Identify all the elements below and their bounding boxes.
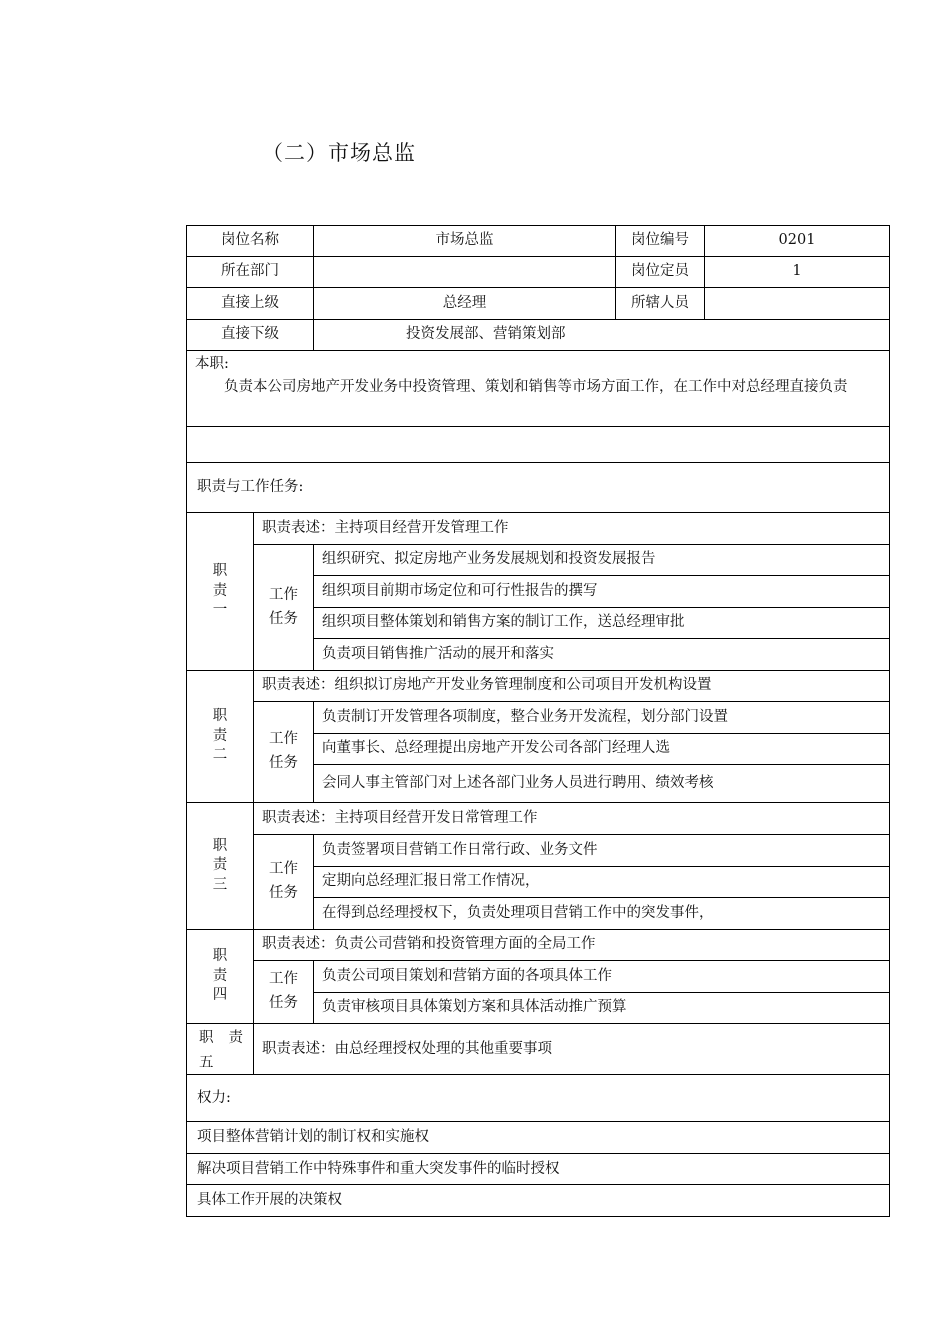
duty-2-desc-row <box>187 671 890 702</box>
subordinate-value <box>314 320 890 351</box>
post-no-value: 0201 <box>705 226 890 257</box>
superior-label: 直接上级 <box>187 288 314 320</box>
duty-4-task-label: 工作 任务 <box>254 961 314 1024</box>
duty-1-desc-row <box>187 513 890 545</box>
page-title: （二）市场总监 <box>262 141 416 165</box>
managed-value <box>705 288 890 320</box>
duty-2-task-1: 负责制订开发管理各项制度，整合业务开发流程，划分部门设置 <box>314 702 890 734</box>
post-name-label: 岗位名称 <box>187 226 314 257</box>
power-3: 具体工作开展的决策权 <box>187 1185 890 1217</box>
subordinate-label: 直接下级 <box>187 320 314 351</box>
tasks-heading: 职责与工作任务: <box>187 463 890 513</box>
duty-cell <box>187 351 890 427</box>
duty-2-name: 职 责 二 <box>187 671 254 803</box>
duty-1-task-3: 组织项目整体策划和销售方案的制订工作，送总经理审批 <box>314 608 890 639</box>
duty-label: 本职: <box>195 356 229 372</box>
powers-heading: 权力: <box>187 1075 890 1122</box>
duty-3-task-2: 定期向总经理汇报日常工作情况， <box>314 867 890 898</box>
quota-label: 岗位定员 <box>616 257 705 288</box>
dept-label: 所在部门 <box>187 257 314 288</box>
duty-4-task-2: 负责审核项目具体策划方案和具体活动推广预算 <box>314 993 890 1024</box>
duty-1-task-4: 负责项目销售推广活动的展开和落实 <box>314 639 890 671</box>
duty-1-task-1: 组织研究、拟定房地产业务发展规划和投资发展报告 <box>314 545 890 576</box>
list-item <box>187 1122 890 1154</box>
duty-3-task-1: 负责签署项目营销工作日常行政、业务文件 <box>314 835 890 867</box>
powers-heading-row <box>187 1075 890 1122</box>
duty-1-desc: 职责表述：主持项目经营开发管理工作 <box>254 513 890 545</box>
duty-1-task-2: 组织项目前期市场定位和可行性报告的撰写 <box>314 576 890 608</box>
info-row-4 <box>187 320 890 351</box>
post-no-label: 岗位编号 <box>616 226 705 257</box>
power-2: 解决项目营销工作中特殊事件和重大突发事件的临时授权 <box>187 1154 890 1185</box>
duty-3-desc-row <box>187 803 890 835</box>
info-row-2 <box>187 257 890 288</box>
info-row-3 <box>187 288 890 320</box>
quota-value: 1 <box>705 257 890 288</box>
duty-2-task-2: 向董事长、总经理提出房地产开发公司各部门经理人选 <box>314 734 890 765</box>
duty-3-name: 职 责 三 <box>187 803 254 930</box>
blank-cell <box>187 427 890 463</box>
duty-3-desc: 职责表述：主持项目经营开发日常管理工作 <box>254 803 890 835</box>
tasks-heading-row <box>187 463 890 513</box>
duty-2-task-3: 会同人事主管部门对上述各部门业务人员进行聘用、绩效考核 <box>314 765 890 803</box>
managed-label: 所辖人员 <box>616 288 705 320</box>
duty-2-task-label: 工作 任务 <box>254 702 314 803</box>
dept-value <box>314 257 616 288</box>
info-row-1 <box>187 226 890 257</box>
duty-5-name: 职 责 五 <box>187 1024 254 1075</box>
duty-1-task-label: 工作 任务 <box>254 545 314 671</box>
duty-3-task-3: 在得到总经理授权下，负责处理项目营销工作中的突发事件， <box>314 898 890 930</box>
list-item <box>187 1185 890 1217</box>
post-name-value: 市场总监 <box>314 226 616 257</box>
blank-row <box>187 427 890 463</box>
duty-text: 负责本公司房地产开发业务中投资管理、策划和销售等市场方面工作，在工作中对总经理直接负责 <box>224 379 848 396</box>
table-row <box>187 835 890 867</box>
superior-value: 总经理 <box>314 288 616 320</box>
duty-4-desc-row <box>187 930 890 961</box>
power-1: 项目整体营销计划的制订权和实施权 <box>187 1122 890 1154</box>
table-row <box>187 961 890 993</box>
duty-4-name: 职 责 四 <box>187 930 254 1024</box>
duty-4-desc: 职责表述：负责公司营销和投资管理方面的全局工作 <box>254 930 890 961</box>
duty-4-task-1: 负责公司项目策划和营销方面的各项具体工作 <box>314 961 890 993</box>
job-description-table <box>186 225 890 1217</box>
duty-1-name: 职 责 一 <box>187 513 254 671</box>
table-row <box>187 545 890 576</box>
duty-5-desc: 职责表述：由总经理授权处理的其他重要事项 <box>254 1024 890 1075</box>
duty-row <box>187 351 890 427</box>
duty-2-desc: 职责表述：组织拟订房地产开发业务管理制度和公司项目开发机构设置 <box>254 671 890 702</box>
table-row <box>187 702 890 734</box>
duty-3-task-label: 工作 任务 <box>254 835 314 930</box>
subordinate-value-text: 投资发展部、营销策划部 <box>406 326 566 343</box>
duty-5-row <box>187 1024 890 1075</box>
list-item <box>187 1154 890 1185</box>
